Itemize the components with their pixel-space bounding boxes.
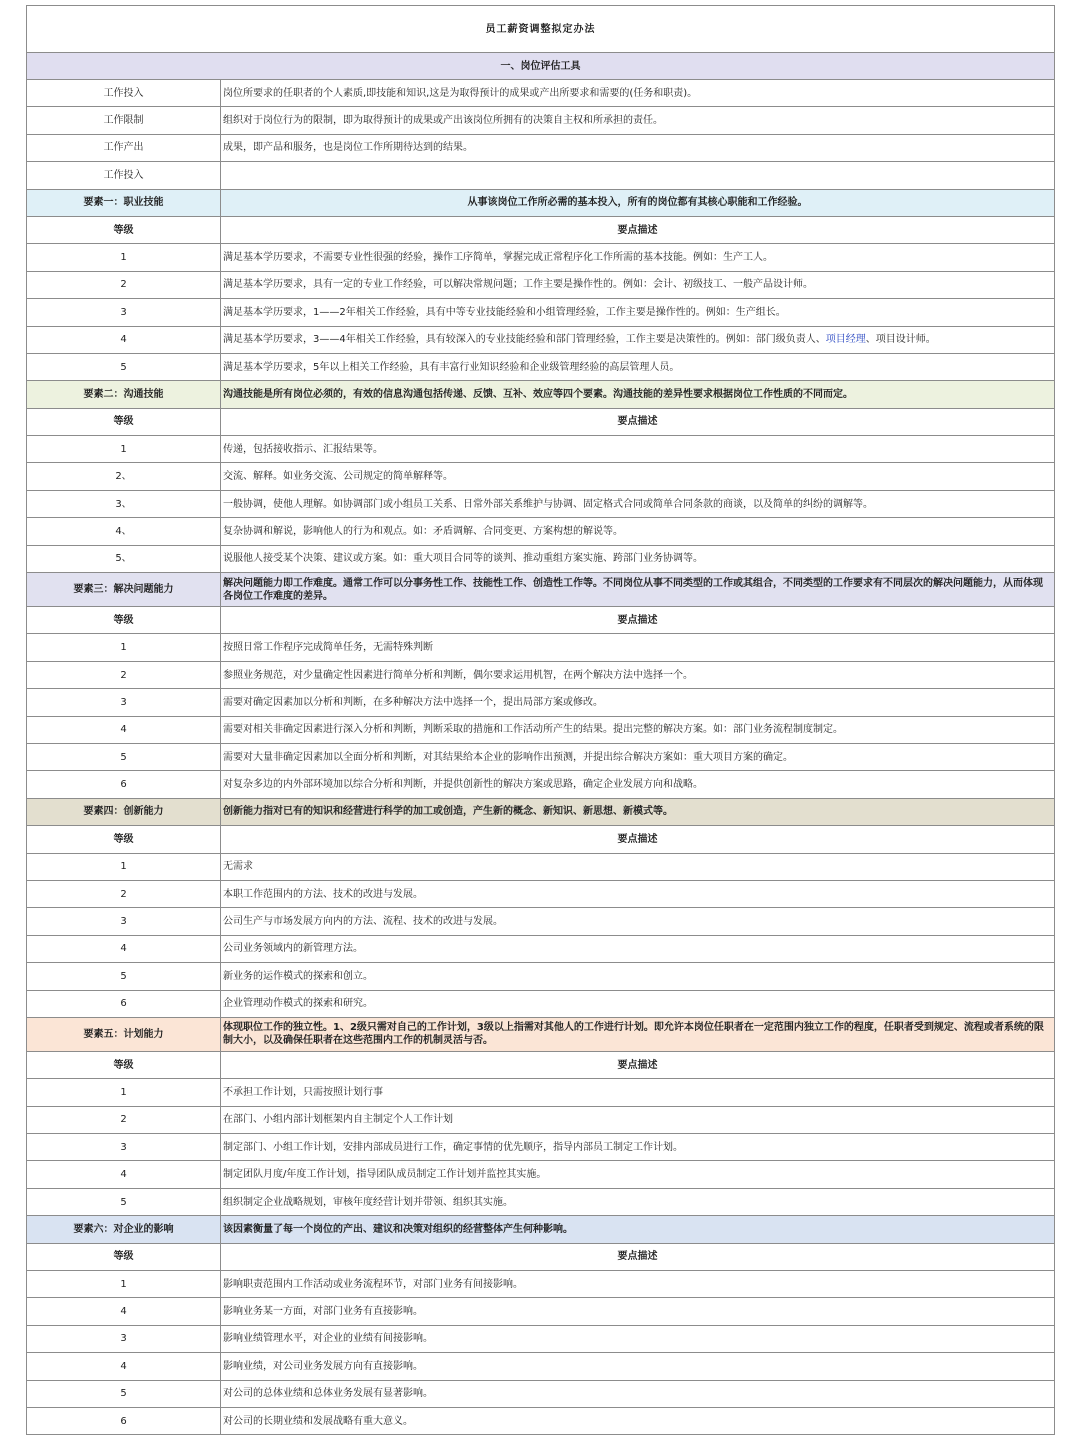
level-cell: 1	[27, 1271, 221, 1298]
level-cell: 1	[27, 634, 221, 661]
element-label: 要素三：解决问题能力	[27, 573, 221, 607]
desc-cell: 本职工作范围内的方法、技术的改进与发展。	[221, 880, 1055, 907]
section-row	[27, 53, 1055, 80]
intro-label: 工作限制	[27, 107, 221, 134]
level-cell: 2	[27, 880, 221, 907]
element-desc: 解决问题能力即工作难度。通常工作可以分事务性工作、技能性工作、创造性工作等。不同岗位从事不同类型的工作或其组合，不同类型的工作要求有不同层次的解决问题能力，从而体现各岗位工作难度的差异。	[221, 573, 1055, 607]
element-header-row	[27, 381, 1055, 408]
desc-cell: 复杂协调和解说，影响他人的行为和观点。如：矛盾调解、合同变更、方案构想的解说等。	[221, 518, 1055, 545]
level-row	[27, 1407, 1055, 1434]
level-cell: 3	[27, 1134, 221, 1161]
element-label: 要素六：对企业的影响	[27, 1216, 221, 1243]
intro-label: 工作投入	[27, 80, 221, 107]
element-label: 要素二：沟通技能	[27, 381, 221, 408]
level-cell: 4、	[27, 518, 221, 545]
intro-desc	[221, 162, 1055, 189]
desc-cell: 影响业绩管理水平，对企业的业绩有间接影响。	[221, 1325, 1055, 1352]
level-row	[27, 1325, 1055, 1352]
desc-header: 要点描述	[221, 1051, 1055, 1078]
salary-adjustment-table	[26, 5, 1055, 1435]
element-desc: 该因素衡量了每一个岗位的产出、建议和决策对组织的经营整体产生何种影响。	[221, 1216, 1055, 1243]
element-desc: 沟通技能是所有岗位必须的，有效的信息沟通包括传递、反馈、互补、效应等四个要素。沟通技能的差异性要求根据岗位工作性质的不同而定。	[221, 381, 1055, 408]
level-row	[27, 1134, 1055, 1161]
desc-cell: 组织制定企业战略规划，审核年度经营计划并带领、组织其实施。	[221, 1188, 1055, 1215]
desc-cell: 满足基本学历要求，不需要专业性很强的经验，操作工序简单，掌握完成正常程序化工作所需的基本技能。例如：生产工人。	[221, 244, 1055, 271]
section-title: 一、岗位评估工具	[27, 53, 1055, 80]
level-row	[27, 271, 1055, 298]
element-header-row	[27, 1216, 1055, 1243]
desc-cell: 满足基本学历要求，具有一定的专业工作经验，可以解决常规问题；工作主要是操作性的。例如：会计、初级技工、一般产品设计师。	[221, 271, 1055, 298]
level-row	[27, 634, 1055, 661]
level-cell: 4	[27, 1161, 221, 1188]
level-row	[27, 545, 1055, 572]
level-cell: 6	[27, 1407, 221, 1434]
level-cell: 4	[27, 1353, 221, 1380]
desc-cell: 对复杂多边的内外部环境加以综合分析和判断，并提供创新性的解决方案或思路，确定企业发展方向和战略。	[221, 771, 1055, 798]
column-header-row	[27, 216, 1055, 243]
level-row	[27, 1380, 1055, 1407]
level-row	[27, 661, 1055, 688]
desc-cell: 交流、解释。如业务交流、公司规定的简单解释等。	[221, 463, 1055, 490]
column-header-row	[27, 607, 1055, 634]
column-header-row	[27, 1051, 1055, 1078]
level-cell: 5	[27, 963, 221, 990]
level-row	[27, 716, 1055, 743]
level-cell: 3	[27, 689, 221, 716]
level-cell: 1	[27, 1079, 221, 1106]
level-cell: 2	[27, 1106, 221, 1133]
intro-label: 工作投入	[27, 162, 221, 189]
intro-desc: 组织对于岗位行为的限制，即为取得预计的成果或产出该岗位所拥有的决策自主权和所承担的责任。	[221, 107, 1055, 134]
desc-cell: 影响业绩，对公司业务发展方向有直接影响。	[221, 1353, 1055, 1380]
project-manager-link[interactable]: 项目经理	[825, 334, 866, 346]
desc-cell: 一般协调，使他人理解。如协调部门或小组员工关系、日常外部关系维护与协调、固定格式合同或简单合同条款的商谈，以及简单的纠纷的调解等。	[221, 490, 1055, 517]
desc-cell: 说服他人接受某个决策、建议或方案。如：重大项目合同等的谈判、推动重组方案实施、跨部门业务协调等。	[221, 545, 1055, 572]
desc-cell: 按照日常工作程序完成简单任务，无需特殊判断	[221, 634, 1055, 661]
level-cell: 5	[27, 1188, 221, 1215]
level-header: 等级	[27, 216, 221, 243]
level-row	[27, 1106, 1055, 1133]
level-row	[27, 463, 1055, 490]
level-row	[27, 299, 1055, 326]
desc-cell: 新业务的运作模式的探索和创立。	[221, 963, 1055, 990]
level-cell: 2	[27, 661, 221, 688]
element-label: 要素四：创新能力	[27, 798, 221, 825]
element-desc: 从事该岗位工作所必需的基本投入，所有的岗位都有其核心职能和工作经验。	[221, 189, 1055, 216]
desc-cell: 制定团队月度/年度工作计划，指导团队成员制定工作计划并监控其实施。	[221, 1161, 1055, 1188]
desc-cell: 企业管理动作模式的探索和研究。	[221, 990, 1055, 1017]
element-header-row	[27, 798, 1055, 825]
element-header-row	[27, 189, 1055, 216]
desc-cell: 传递，包括接收指示、汇报结果等。	[221, 436, 1055, 463]
level-header: 等级	[27, 607, 221, 634]
desc-cell: 无需求	[221, 853, 1055, 880]
level-header: 等级	[27, 1051, 221, 1078]
desc-cell: 需要对大量非确定因素加以全面分析和判断，对其结果给本企业的影响作出预测，并提出综合解决方案如：重大项目方案的确定。	[221, 743, 1055, 770]
element-label: 要素五：计划能力	[27, 1017, 221, 1051]
intro-row	[27, 134, 1055, 161]
level-cell: 6	[27, 771, 221, 798]
desc-cell: 需要对相关非确定因素进行深入分析和判断，判断采取的措施和工作活动所产生的结果。提出完整的解决方案。如：部门业务流程制度制定。	[221, 716, 1055, 743]
desc-cell: 在部门、小组内部计划框架内自主制定个人工作计划	[221, 1106, 1055, 1133]
level-row	[27, 908, 1055, 935]
level-cell: 4	[27, 716, 221, 743]
level-cell: 3	[27, 908, 221, 935]
level-row	[27, 244, 1055, 271]
level-cell: 2	[27, 271, 221, 298]
intro-row	[27, 107, 1055, 134]
level-cell: 3	[27, 299, 221, 326]
desc-cell: 影响职责范围内工作活动或业务流程环节，对部门业务有间接影响。	[221, 1271, 1055, 1298]
desc-text: 满足基本学历要求，3——4年相关工作经验，具有较深入的专业技能经验和部门管理经验，工作主要是决策性的。例如：部门级负责人、	[223, 334, 826, 346]
level-cell: 5	[27, 743, 221, 770]
desc-cell: 公司业务领域内的新管理方法。	[221, 935, 1055, 962]
desc-header: 要点描述	[221, 607, 1055, 634]
page-title: 员工薪资调整拟定办法	[27, 6, 1055, 53]
title-row	[27, 6, 1055, 53]
desc-text: 、项目设计师。	[865, 334, 936, 346]
level-header: 等级	[27, 1243, 221, 1270]
desc-cell: 满足基本学历要求，5年以上相关工作经验，具有丰富行业知识经验和企业级管理经验的高层管理人员。	[221, 353, 1055, 380]
level-cell: 4	[27, 935, 221, 962]
level-header: 等级	[27, 826, 221, 853]
level-cell: 2、	[27, 463, 221, 490]
level-cell: 4	[27, 326, 221, 353]
level-cell: 1	[27, 244, 221, 271]
level-row	[27, 490, 1055, 517]
desc-cell: 影响业务某一方面，对部门业务有直接影响。	[221, 1298, 1055, 1325]
level-row	[27, 935, 1055, 962]
desc-cell: 需要对确定因素加以分析和判断，在多种解决方法中选择一个，提出局部方案或修改。	[221, 689, 1055, 716]
level-row	[27, 1188, 1055, 1215]
element-header-row	[27, 573, 1055, 607]
level-row	[27, 1161, 1055, 1188]
desc-cell: 对公司的长期业绩和发展战略有重大意义。	[221, 1407, 1055, 1434]
level-cell: 1	[27, 853, 221, 880]
level-row	[27, 1353, 1055, 1380]
level-cell: 3	[27, 1325, 221, 1352]
level-cell: 3、	[27, 490, 221, 517]
level-cell: 6	[27, 990, 221, 1017]
intro-row	[27, 162, 1055, 189]
level-cell: 1	[27, 436, 221, 463]
desc-header: 要点描述	[221, 1243, 1055, 1270]
desc-cell: 满足基本学历要求，1——2年相关工作经验，具有中等专业技能经验和小组管理经验，工作主要是操作性的。例如：生产组长。	[221, 299, 1055, 326]
level-row	[27, 436, 1055, 463]
intro-desc: 岗位所要求的任职者的个人素质,即技能和知识,这是为取得预计的成果或产出所要求和需要的(任务和职责)。	[221, 80, 1055, 107]
column-header-row	[27, 408, 1055, 435]
column-header-row	[27, 1243, 1055, 1270]
element-header-row	[27, 1017, 1055, 1051]
level-row	[27, 880, 1055, 907]
element-label: 要素一：职业技能	[27, 189, 221, 216]
level-row	[27, 689, 1055, 716]
desc-cell: 公司生产与市场发展方向内的方法、流程、技术的改进与发展。	[221, 908, 1055, 935]
level-cell: 5、	[27, 545, 221, 572]
desc-header: 要点描述	[221, 216, 1055, 243]
level-cell: 5	[27, 353, 221, 380]
desc-cell: 参照业务规范，对少量确定性因素进行简单分析和判断，偶尔要求运用机智，在两个解决方法中选择一个。	[221, 661, 1055, 688]
level-row	[27, 990, 1055, 1017]
level-row	[27, 853, 1055, 880]
level-row	[27, 1271, 1055, 1298]
desc-cell: 制定部门、小组工作计划，安排内部成员进行工作，确定事情的优先顺序，指导内部员工制定工作计划。	[221, 1134, 1055, 1161]
column-header-row	[27, 826, 1055, 853]
level-row	[27, 1079, 1055, 1106]
level-cell: 5	[27, 1380, 221, 1407]
level-row	[27, 963, 1055, 990]
intro-desc: 成果，即产品和服务，也是岗位工作所期待达到的结果。	[221, 134, 1055, 161]
level-row	[27, 743, 1055, 770]
intro-row	[27, 80, 1055, 107]
level-cell: 4	[27, 1298, 221, 1325]
level-row	[27, 771, 1055, 798]
level-row	[27, 518, 1055, 545]
desc-cell	[221, 326, 1055, 353]
desc-cell: 不承担工作计划，只需按照计划行事	[221, 1079, 1055, 1106]
element-desc: 创新能力指对已有的知识和经营进行科学的加工或创造，产生新的概念、新知识、新思想、新模式等。	[221, 798, 1055, 825]
intro-label: 工作产出	[27, 134, 221, 161]
desc-cell: 对公司的总体业绩和总体业务发展有显著影响。	[221, 1380, 1055, 1407]
level-row	[27, 1298, 1055, 1325]
level-header: 等级	[27, 408, 221, 435]
desc-header: 要点描述	[221, 408, 1055, 435]
desc-header: 要点描述	[221, 826, 1055, 853]
level-row	[27, 326, 1055, 353]
element-desc: 体现职位工作的独立性。1、2级只需对自己的工作计划，3级以上指需对其他人的工作进行计划。即允许本岗位任职者在一定范围内独立工作的程度，任职者受到规定、流程或者系统的限制大小，以及确保任职者在这些范围内工作的机制灵活与否。	[221, 1017, 1055, 1051]
level-row	[27, 353, 1055, 380]
